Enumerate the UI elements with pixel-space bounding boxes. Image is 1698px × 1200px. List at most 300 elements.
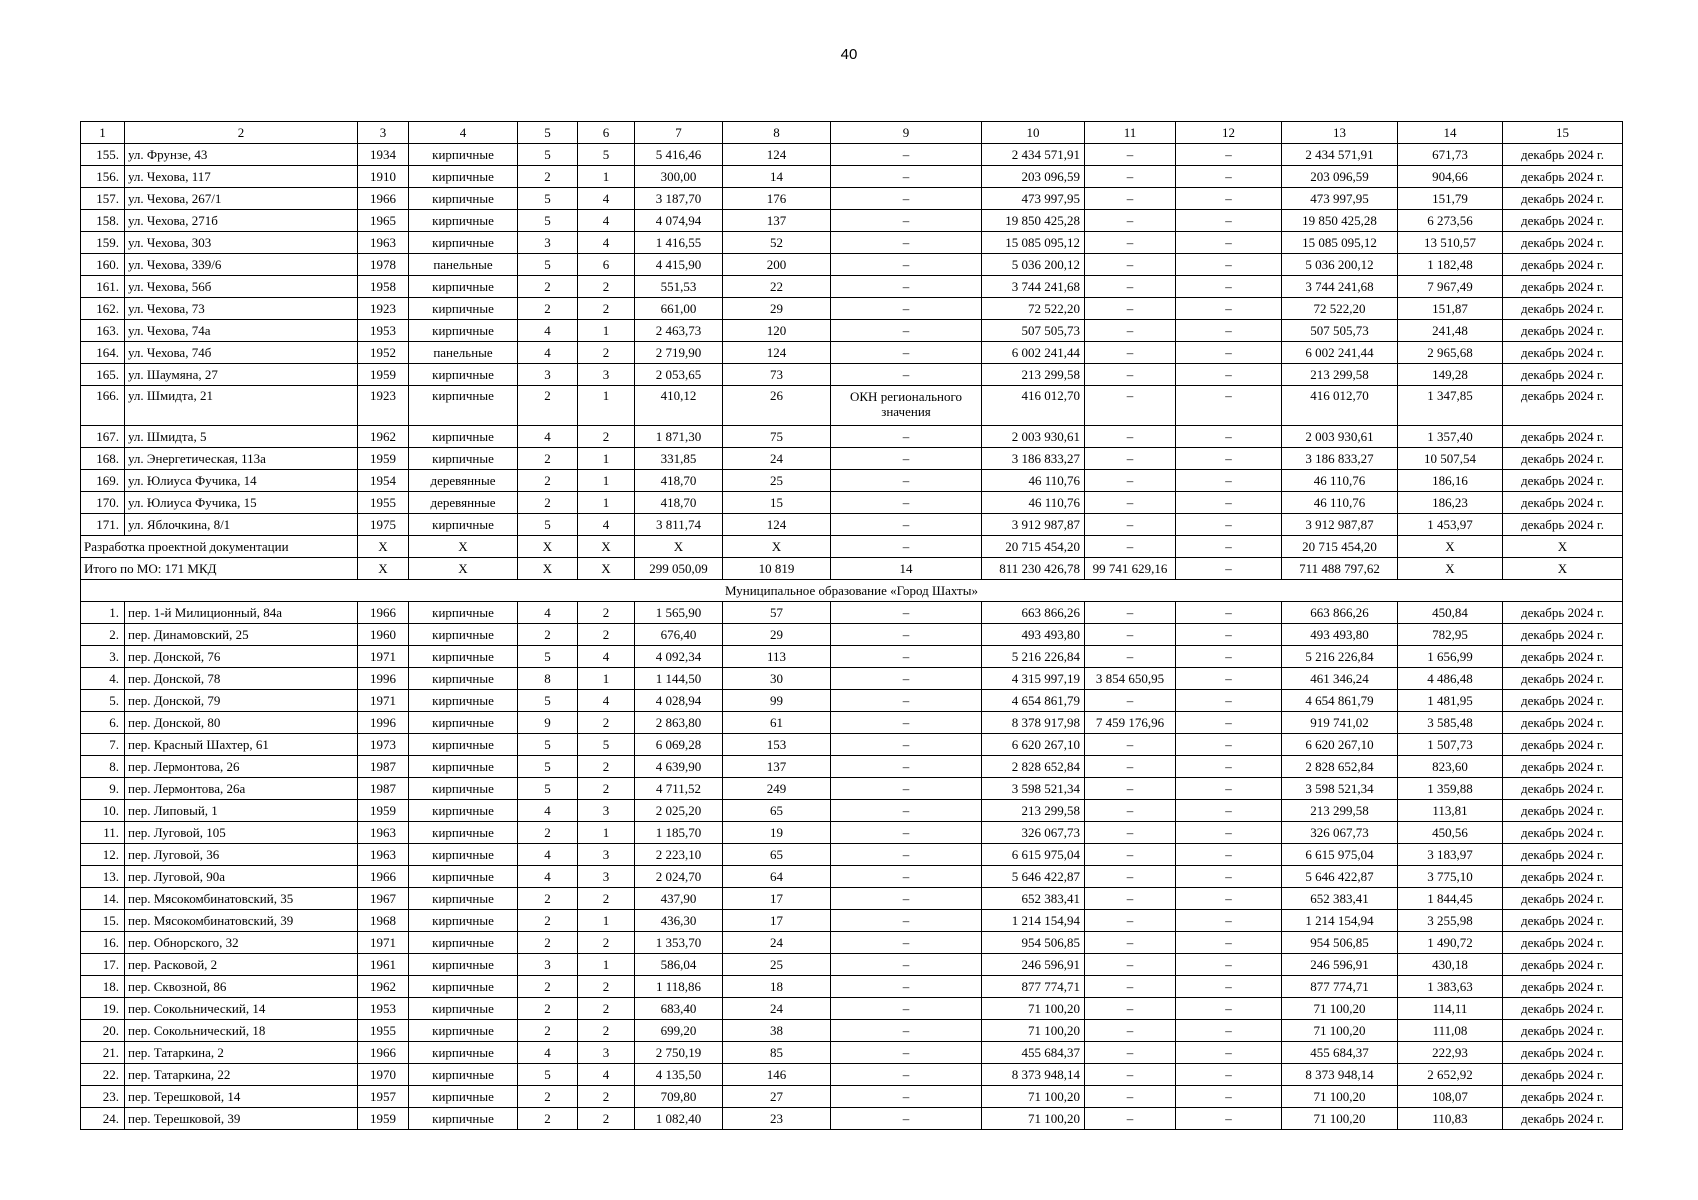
year-cell: 1953	[358, 998, 409, 1020]
total-cost-cell: 2 434 571,91	[982, 144, 1085, 166]
deadline-cell: декабрь 2024 г.	[1503, 954, 1623, 976]
summary-cell: X	[1398, 536, 1503, 558]
area-cell: 4 074,94	[635, 210, 723, 232]
unit-cost-cell: 7 967,49	[1398, 276, 1503, 298]
address-cell: пер. Красный Шахтер, 61	[125, 734, 358, 756]
table-row	[81, 668, 1623, 690]
deadline-cell: декабрь 2024 г.	[1503, 1020, 1623, 1042]
column-header: 6	[578, 122, 635, 144]
floors-cell: 5	[518, 144, 578, 166]
table-row	[81, 734, 1623, 756]
floors-cell: 5	[518, 254, 578, 276]
summary-cell: X	[578, 536, 635, 558]
heritage-status-cell: –	[831, 932, 982, 954]
floors-cell: 2	[518, 386, 578, 426]
wall-material-cell: кирпичные	[409, 364, 518, 386]
budget-cost-cell: –	[1176, 188, 1282, 210]
heritage-status-cell: –	[831, 448, 982, 470]
row-number-cell: 17.	[81, 954, 125, 976]
residents-cell: 153	[723, 734, 831, 756]
column-header: 9	[831, 122, 982, 144]
year-cell: 1966	[358, 602, 409, 624]
fund-cost-cell: –	[1085, 188, 1176, 210]
total-cost-cell: 213 299,58	[982, 364, 1085, 386]
budget-cost-cell: –	[1176, 320, 1282, 342]
entrances-cell: 2	[578, 998, 635, 1020]
row-number-cell: 4.	[81, 668, 125, 690]
fund-cost-cell: –	[1085, 492, 1176, 514]
address-cell: пер. Обнорского, 32	[125, 932, 358, 954]
owner-cost-cell: 6 615 975,04	[1282, 844, 1398, 866]
row-number-cell: 162.	[81, 298, 125, 320]
table-row	[81, 844, 1623, 866]
deadline-cell: декабрь 2024 г.	[1503, 298, 1623, 320]
address-cell: ул. Юлиуса Фучика, 14	[125, 470, 358, 492]
section-header-row	[81, 580, 1623, 602]
residents-cell: 85	[723, 1042, 831, 1064]
fund-cost-cell: –	[1085, 756, 1176, 778]
fund-cost-cell: –	[1085, 166, 1176, 188]
table-row	[81, 426, 1623, 448]
floors-cell: 3	[518, 954, 578, 976]
owner-cost-cell: 19 850 425,28	[1282, 210, 1398, 232]
floors-cell: 4	[518, 426, 578, 448]
table-row	[81, 1108, 1623, 1130]
table-row	[81, 188, 1623, 210]
residents-cell: 14	[723, 166, 831, 188]
fund-cost-cell: –	[1085, 426, 1176, 448]
row-number-cell: 155.	[81, 144, 125, 166]
year-cell: 1959	[358, 1108, 409, 1130]
heritage-status-cell: –	[831, 844, 982, 866]
total-cost-cell: 8 373 948,14	[982, 1064, 1085, 1086]
column-header: 13	[1282, 122, 1398, 144]
wall-material-cell: кирпичные	[409, 888, 518, 910]
wall-material-cell: кирпичные	[409, 734, 518, 756]
residents-cell: 17	[723, 888, 831, 910]
wall-material-cell: кирпичные	[409, 866, 518, 888]
entrances-cell: 1	[578, 492, 635, 514]
wall-material-cell: кирпичные	[409, 910, 518, 932]
fund-cost-cell: –	[1085, 822, 1176, 844]
budget-cost-cell: –	[1176, 342, 1282, 364]
area-cell: 4 639,90	[635, 756, 723, 778]
area-cell: 410,12	[635, 386, 723, 426]
budget-cost-cell: –	[1176, 866, 1282, 888]
table-row	[81, 932, 1623, 954]
heritage-status-cell: –	[831, 1064, 982, 1086]
owner-cost-cell: 71 100,20	[1282, 1108, 1398, 1130]
year-cell: 1971	[358, 932, 409, 954]
entrances-cell: 2	[578, 712, 635, 734]
summary-cell: X	[358, 558, 409, 580]
address-cell: ул. Яблочкина, 8/1	[125, 514, 358, 536]
owner-cost-cell: 5 646 422,87	[1282, 866, 1398, 888]
entrances-cell: 2	[578, 976, 635, 998]
deadline-cell: декабрь 2024 г.	[1503, 1064, 1623, 1086]
area-cell: 2 024,70	[635, 866, 723, 888]
row-number-cell: 3.	[81, 646, 125, 668]
wall-material-cell: кирпичные	[409, 1042, 518, 1064]
wall-material-cell: кирпичные	[409, 954, 518, 976]
floors-cell: 4	[518, 602, 578, 624]
wall-material-cell: кирпичные	[409, 1020, 518, 1042]
summary-cell: X	[409, 558, 518, 580]
year-cell: 1910	[358, 166, 409, 188]
year-cell: 1959	[358, 364, 409, 386]
heritage-status-cell: –	[831, 470, 982, 492]
owner-cost-cell: 5 216 226,84	[1282, 646, 1398, 668]
area-cell: 2 223,10	[635, 844, 723, 866]
wall-material-cell: кирпичные	[409, 690, 518, 712]
year-cell: 1955	[358, 492, 409, 514]
area-cell: 437,90	[635, 888, 723, 910]
year-cell: 1963	[358, 844, 409, 866]
fund-cost-cell: –	[1085, 254, 1176, 276]
wall-material-cell: панельные	[409, 342, 518, 364]
total-cost-cell: 4 654 861,79	[982, 690, 1085, 712]
unit-cost-cell: 1 357,40	[1398, 426, 1503, 448]
fund-cost-cell: –	[1085, 144, 1176, 166]
fund-cost-cell: –	[1085, 1108, 1176, 1130]
address-cell: ул. Шмидта, 21	[125, 386, 358, 426]
total-cost-cell: 3 598 521,34	[982, 778, 1085, 800]
residents-cell: 29	[723, 298, 831, 320]
row-number-cell: 13.	[81, 866, 125, 888]
heritage-status-cell: –	[831, 514, 982, 536]
wall-material-cell: кирпичные	[409, 298, 518, 320]
unit-cost-cell: 1 383,63	[1398, 976, 1503, 998]
row-number-cell: 21.	[81, 1042, 125, 1064]
floors-cell: 2	[518, 492, 578, 514]
fund-cost-cell: –	[1085, 1042, 1176, 1064]
wall-material-cell: кирпичные	[409, 144, 518, 166]
table-row	[81, 866, 1623, 888]
column-header: 15	[1503, 122, 1623, 144]
wall-material-cell: кирпичные	[409, 426, 518, 448]
floors-cell: 2	[518, 470, 578, 492]
floors-cell: 4	[518, 1042, 578, 1064]
table-row	[81, 276, 1623, 298]
wall-material-cell: кирпичные	[409, 1064, 518, 1086]
budget-cost-cell: –	[1176, 998, 1282, 1020]
address-cell: ул. Чехова, 267/1	[125, 188, 358, 210]
floors-cell: 5	[518, 734, 578, 756]
table-row	[81, 364, 1623, 386]
year-cell: 1971	[358, 690, 409, 712]
unit-cost-cell: 1 481,95	[1398, 690, 1503, 712]
area-cell: 2 863,80	[635, 712, 723, 734]
wall-material-cell: кирпичные	[409, 998, 518, 1020]
floors-cell: 2	[518, 888, 578, 910]
budget-cost-cell: –	[1176, 756, 1282, 778]
area-cell: 4 092,34	[635, 646, 723, 668]
year-cell: 1966	[358, 866, 409, 888]
owner-cost-cell: 71 100,20	[1282, 998, 1398, 1020]
area-cell: 4 028,94	[635, 690, 723, 712]
residents-cell: 15	[723, 492, 831, 514]
row-number-cell: 160.	[81, 254, 125, 276]
area-cell: 300,00	[635, 166, 723, 188]
unit-cost-cell: 2 652,92	[1398, 1064, 1503, 1086]
row-number-cell: 156.	[81, 166, 125, 188]
address-cell: пер. Донской, 78	[125, 668, 358, 690]
owner-cost-cell: 663 866,26	[1282, 602, 1398, 624]
budget-cost-cell: –	[1176, 1064, 1282, 1086]
heritage-status-cell: –	[831, 188, 982, 210]
year-cell: 1971	[358, 646, 409, 668]
owner-cost-cell: 5 036 200,12	[1282, 254, 1398, 276]
floors-cell: 2	[518, 1108, 578, 1130]
fund-cost-cell: –	[1085, 624, 1176, 646]
budget-cost-cell: –	[1176, 1020, 1282, 1042]
unit-cost-cell: 151,87	[1398, 298, 1503, 320]
summary-label: Разработка проектной документации	[81, 536, 358, 558]
floors-cell: 2	[518, 1086, 578, 1108]
residents-cell: 52	[723, 232, 831, 254]
budget-cost-cell: –	[1176, 954, 1282, 976]
entrances-cell: 4	[578, 646, 635, 668]
owner-cost-cell: 3 598 521,34	[1282, 778, 1398, 800]
fund-cost-cell: –	[1085, 954, 1176, 976]
total-cost-cell: 6 002 241,44	[982, 342, 1085, 364]
owner-cost-cell: 2 434 571,91	[1282, 144, 1398, 166]
summary-cell: 10 819	[723, 558, 831, 580]
total-cost-cell: 71 100,20	[982, 1108, 1085, 1130]
year-cell: 1962	[358, 426, 409, 448]
area-cell: 418,70	[635, 492, 723, 514]
row-number-cell: 12.	[81, 844, 125, 866]
heritage-status-cell: –	[831, 492, 982, 514]
owner-cost-cell: 919 741,02	[1282, 712, 1398, 734]
unit-cost-cell: 3 585,48	[1398, 712, 1503, 734]
budget-cost-cell: –	[1176, 646, 1282, 668]
area-cell: 586,04	[635, 954, 723, 976]
floors-cell: 2	[518, 998, 578, 1020]
entrances-cell: 5	[578, 734, 635, 756]
residents-cell: 137	[723, 210, 831, 232]
address-cell: ул. Энергетическая, 113а	[125, 448, 358, 470]
fund-cost-cell: 7 459 176,96	[1085, 712, 1176, 734]
residents-cell: 75	[723, 426, 831, 448]
total-cost-cell: 71 100,20	[982, 998, 1085, 1020]
address-cell: пер. Луговой, 105	[125, 822, 358, 844]
total-cost-cell: 19 850 425,28	[982, 210, 1085, 232]
deadline-cell: декабрь 2024 г.	[1503, 756, 1623, 778]
owner-cost-cell: 652 383,41	[1282, 888, 1398, 910]
deadline-cell: декабрь 2024 г.	[1503, 866, 1623, 888]
area-cell: 1 185,70	[635, 822, 723, 844]
deadline-cell: декабрь 2024 г.	[1503, 976, 1623, 998]
budget-cost-cell: –	[1176, 448, 1282, 470]
row-number-cell: 1.	[81, 602, 125, 624]
summary-cell: X	[358, 536, 409, 558]
row-number-cell: 7.	[81, 734, 125, 756]
municipality-section-title: Муниципальное образование «Город Шахты»	[81, 580, 1623, 602]
table-row	[81, 756, 1623, 778]
row-number-cell: 2.	[81, 624, 125, 646]
entrances-cell: 2	[578, 1108, 635, 1130]
deadline-cell: декабрь 2024 г.	[1503, 602, 1623, 624]
floors-cell: 2	[518, 276, 578, 298]
table-row	[81, 386, 1623, 426]
summary-rows	[81, 536, 1623, 602]
total-row	[81, 558, 1623, 580]
column-number-row	[81, 122, 1623, 144]
column-header: 1	[81, 122, 125, 144]
table-row	[81, 954, 1623, 976]
floors-cell: 2	[518, 1020, 578, 1042]
address-cell: ул. Чехова, 271б	[125, 210, 358, 232]
deadline-cell: декабрь 2024 г.	[1503, 426, 1623, 448]
entrances-cell: 5	[578, 144, 635, 166]
total-cost-cell: 2 003 930,61	[982, 426, 1085, 448]
total-cost-cell: 3 744 241,68	[982, 276, 1085, 298]
owner-cost-cell: 2 003 930,61	[1282, 426, 1398, 448]
column-header: 10	[982, 122, 1085, 144]
budget-cost-cell: –	[1176, 844, 1282, 866]
address-cell: пер. Мясокомбинатовский, 39	[125, 910, 358, 932]
residents-cell: 22	[723, 276, 831, 298]
address-cell: пер. Донской, 79	[125, 690, 358, 712]
entrances-cell: 3	[578, 866, 635, 888]
table-row	[81, 778, 1623, 800]
fund-cost-cell: –	[1085, 1086, 1176, 1108]
heritage-status-cell: ОКН регионального значения	[831, 386, 982, 426]
row-number-cell: 19.	[81, 998, 125, 1020]
budget-cost-cell: –	[1176, 888, 1282, 910]
summary-cell: X	[635, 536, 723, 558]
owner-cost-cell: 203 096,59	[1282, 166, 1398, 188]
fund-cost-cell: –	[1085, 932, 1176, 954]
owner-cost-cell: 473 997,95	[1282, 188, 1398, 210]
deadline-cell: декабрь 2024 г.	[1503, 1042, 1623, 1064]
unit-cost-cell: 904,66	[1398, 166, 1503, 188]
area-cell: 436,30	[635, 910, 723, 932]
area-cell: 4 135,50	[635, 1064, 723, 1086]
heritage-status-cell: –	[831, 298, 982, 320]
table-row	[81, 602, 1623, 624]
owner-cost-cell: 507 505,73	[1282, 320, 1398, 342]
year-cell: 1953	[358, 320, 409, 342]
floors-cell: 2	[518, 910, 578, 932]
floors-cell: 2	[518, 822, 578, 844]
wall-material-cell: кирпичные	[409, 932, 518, 954]
year-cell: 1959	[358, 448, 409, 470]
floors-cell: 4	[518, 320, 578, 342]
fund-cost-cell: –	[1085, 1064, 1176, 1086]
summary-cell: –	[1176, 536, 1282, 558]
deadline-cell: декабрь 2024 г.	[1503, 320, 1623, 342]
wall-material-cell: кирпичные	[409, 778, 518, 800]
table-row	[81, 690, 1623, 712]
owner-cost-cell: 8 373 948,14	[1282, 1064, 1398, 1086]
address-cell: пер. Терешковой, 14	[125, 1086, 358, 1108]
table-row	[81, 888, 1623, 910]
column-header: 8	[723, 122, 831, 144]
area-cell: 5 416,46	[635, 144, 723, 166]
entrances-cell: 4	[578, 690, 635, 712]
year-cell: 1963	[358, 232, 409, 254]
wall-material-cell: кирпичные	[409, 166, 518, 188]
unit-cost-cell: 110,83	[1398, 1108, 1503, 1130]
entrances-cell: 1	[578, 386, 635, 426]
budget-cost-cell: –	[1176, 232, 1282, 254]
row-number-cell: 6.	[81, 712, 125, 734]
wall-material-cell: кирпичные	[409, 1108, 518, 1130]
deadline-cell: декабрь 2024 г.	[1503, 800, 1623, 822]
year-cell: 1954	[358, 470, 409, 492]
budget-cost-cell: –	[1176, 1108, 1282, 1130]
table-row	[81, 910, 1623, 932]
wall-material-cell: кирпичные	[409, 1086, 518, 1108]
owner-cost-cell: 493 493,80	[1282, 624, 1398, 646]
column-header: 11	[1085, 122, 1176, 144]
area-cell: 2 053,65	[635, 364, 723, 386]
deadline-cell: декабрь 2024 г.	[1503, 514, 1623, 536]
unit-cost-cell: 151,79	[1398, 188, 1503, 210]
table-row	[81, 342, 1623, 364]
floors-cell: 5	[518, 514, 578, 536]
address-cell: пер. Расковой, 2	[125, 954, 358, 976]
total-cost-cell: 71 100,20	[982, 1020, 1085, 1042]
total-cost-cell: 493 493,80	[982, 624, 1085, 646]
owner-cost-cell: 6 002 241,44	[1282, 342, 1398, 364]
unit-cost-cell: 450,56	[1398, 822, 1503, 844]
heritage-status-cell: –	[831, 976, 982, 998]
entrances-cell: 4	[578, 514, 635, 536]
unit-cost-cell: 6 273,56	[1398, 210, 1503, 232]
summary-cell: X	[1503, 558, 1623, 580]
floors-cell: 5	[518, 756, 578, 778]
budget-cost-cell: –	[1176, 1086, 1282, 1108]
row-number-cell: 18.	[81, 976, 125, 998]
entrances-cell: 6	[578, 254, 635, 276]
table-row	[81, 210, 1623, 232]
heritage-status-cell: –	[831, 954, 982, 976]
fund-cost-cell: –	[1085, 866, 1176, 888]
year-cell: 1923	[358, 386, 409, 426]
table-row	[81, 254, 1623, 276]
area-cell: 2 750,19	[635, 1042, 723, 1064]
heritage-status-cell: –	[831, 166, 982, 188]
fund-cost-cell: –	[1085, 976, 1176, 998]
table-row	[81, 998, 1623, 1020]
year-cell: 1987	[358, 756, 409, 778]
budget-cost-cell: –	[1176, 800, 1282, 822]
area-cell: 418,70	[635, 470, 723, 492]
budget-cost-cell: –	[1176, 386, 1282, 426]
table-body-part-a	[81, 144, 1623, 386]
year-cell: 1959	[358, 800, 409, 822]
row-number-cell: 170.	[81, 492, 125, 514]
summary-cell: 711 488 797,62	[1282, 558, 1398, 580]
summary-cell: –	[831, 536, 982, 558]
residents-cell: 124	[723, 144, 831, 166]
owner-cost-cell: 3 912 987,87	[1282, 514, 1398, 536]
address-cell: ул. Чехова, 73	[125, 298, 358, 320]
address-cell: пер. Сокольнический, 18	[125, 1020, 358, 1042]
summary-cell: X	[409, 536, 518, 558]
table-row	[81, 646, 1623, 668]
floors-cell: 5	[518, 778, 578, 800]
floors-cell: 2	[518, 932, 578, 954]
total-cost-cell: 5 646 422,87	[982, 866, 1085, 888]
floors-cell: 2	[518, 166, 578, 188]
residents-cell: 73	[723, 364, 831, 386]
total-cost-cell: 4 315 997,19	[982, 668, 1085, 690]
unit-cost-cell: 823,60	[1398, 756, 1503, 778]
